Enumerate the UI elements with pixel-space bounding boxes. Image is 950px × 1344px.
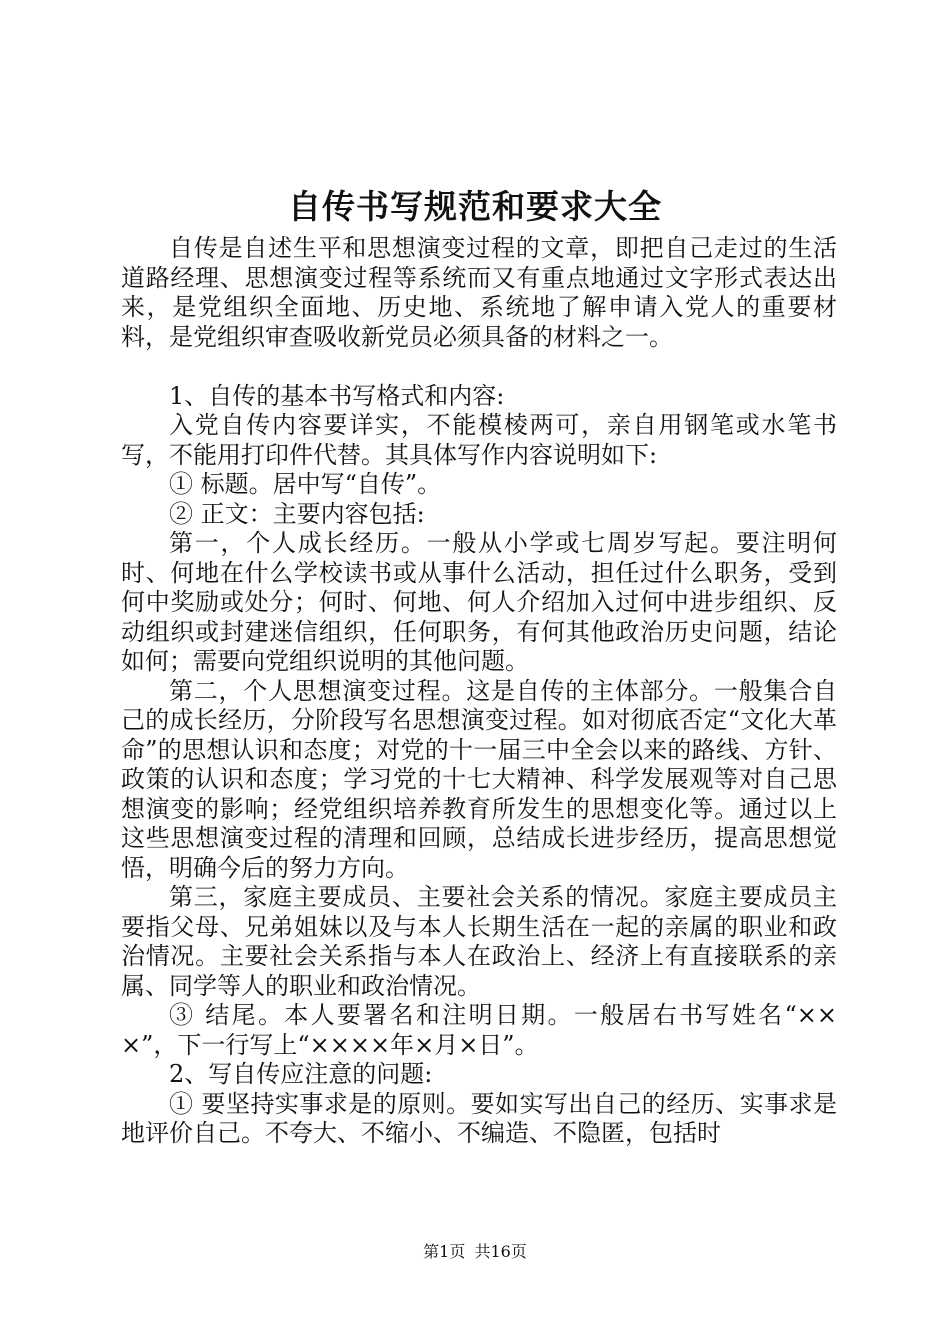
page-number: 第1页 (423, 1242, 466, 1261)
page-footer (0, 1240, 950, 1264)
list-item-principle: ① 要坚持实事求是的原则。要如实写出自己的经历、实事求是地评价自己。不夸大、不缩小、不编造、不隐匿，包括时 (121, 1089, 837, 1147)
intro-paragraph: 自传是自述生平和思想演变过程的文章，即把自己走过的生活道路经理、思想演变过程等系统而又有重点地通过文字形式表达出来，是党组织全面地、历史地、系统地了解申请入党人的重要材料，是党组织审查吸收新党员必须具备的材料之一。 (121, 234, 837, 351)
paragraph-first: 第一，个人成长经历。一般从小学或七周岁写起。要注明何时、何地在什么学校读书或从事什么活动，担任过什么职务，受到何中奖励或处分；何时、何地、何人介绍加入过何中进步组织、反动组织或封建迷信组织，任何职务，有何其他政治历史问题，结论如何；需要向党组织说明的其他问题。 (121, 529, 837, 675)
list-item-ending: ③ 结尾。本人要署名和注明日期。一般居右书写姓名“×××”，下一行写上“××××年×月×日”。 (121, 1001, 837, 1059)
page-total: 共16页 (474, 1242, 527, 1261)
section-heading-1: 1、自传的基本书写格式和内容: (169, 381, 505, 410)
paragraph-second: 第二，个人思想演变过程。这是自传的主体部分。一般集合自己的成长经历，分阶段写名思想演变过程。如对彻底否定“文化大革命”的思想认识和态度；对党的十一届三中全会以来的路线、方针、政策的认识和态度；学习党的十七大精神、科学发展观等对自己思想演变的影响；经党组织培养教育所发生的思想变化等。通过以上这些思想演变过程的清理和回顾，总结成长进步经历，提高思想觉悟，明确今后的努力方向。 (121, 676, 837, 882)
list-item-title: ① 标题。居中写“自传”。 (169, 470, 442, 498)
document-body (121, 234, 837, 1149)
section-heading-2: 2、写自传应注意的问题: (169, 1060, 433, 1088)
list-item-body: ② 正文：主要内容包括: (169, 499, 425, 528)
paragraph-third: 第三，家庭主要成员、主要社会关系的情况。家庭主要成员主要指父母、兄弟姐妹以及与本人长期生活在一起的亲属的职业和政治情况。主要社会关系指与本人在政治上、经济上有直接联系的亲属、同学等人的职业和政治情况。 (121, 883, 837, 1000)
paragraph: 入党自传内容要详实，不能模棱两可，亲自用钢笔或水笔书写，不能用打印件代替。其具体写作内容说明如下: (121, 411, 837, 469)
document-title: 自传书写规范和要求大全 (288, 187, 662, 226)
